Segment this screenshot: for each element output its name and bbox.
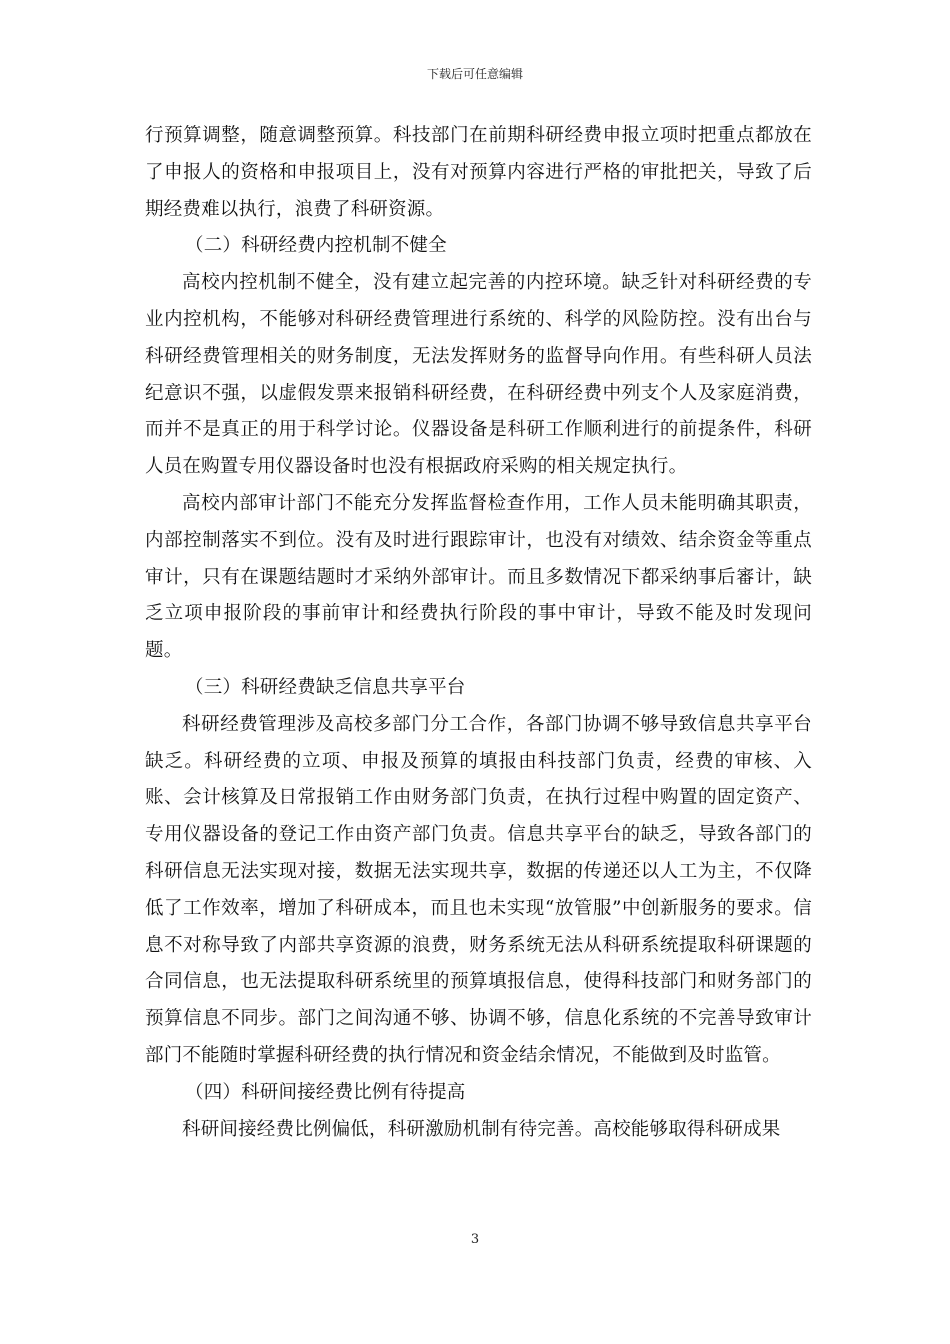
paragraph-information-sharing: 科研经费管理涉及高校多部门分工合作，各部门协调不够导致信息共享平台缺乏。科研经费的立项、申报及预算的填报由科技部门负责，经费的审核、入账、会计核算及日常报销工作由财务部门负责，在执行过程中购置的固定资产、专用仪器设备的登记工作由资产部门负责。信息共享平台的缺乏，导致各部门的科研信息无法实现对接，数据无法实现共享，数据的传递还以人工为主，不仅降低了工作效率，增加了科研成本，而且也未实现“放管服”中创新服务的要求。信息不对称导致了内部共享资源的浪费，财务系统无法从科研系统提取科研课题的合同信息，也无法提取科研系统里的预算填报信息，使得科技部门和财务部门的预算信息不同步。部门之间沟通不够、协调不够，信息化系统的不完善导致审计部门不能随时掌握科研经费的执行情况和资金结余情况，不能做到及时监管。 bbox=[145, 713, 812, 1066]
page-number: 3 bbox=[470, 1232, 480, 1247]
paragraph-internal-control: 高校内控机制不健全，没有建立起完善的内控环境。缺乏针对科研经费的专业内控机构，不能够对科研经费管理进行系统的、科学的风险防控。没有出台与科研经费管理相关的财务制度，无法发挥财务的监督导向作用。有些科研人员法纪意识不强，以虚假发票来报销科研经费，在科研经费中列支个人及家庭消费，而并不是真正的用于科学讨论。仪器设备是科研工作顺利进行的前提条件，科研人员在购置专用仪器设备时也没有根据政府采购的相关规定执行。 bbox=[145, 272, 812, 478]
document-body bbox=[145, 118, 812, 1148]
section-heading-2: （二）科研经费内控机制不健全 bbox=[185, 235, 447, 257]
paragraph-indirect-funding: 科研间接经费比例偏低，科研激励机制有待完善。高校能够取得科研成果 bbox=[182, 1118, 781, 1140]
page-header: 下载后可任意编辑 bbox=[426, 67, 523, 81]
paragraph-budget-adjustment: 行预算调整，随意调整预算。科技部门在前期科研经费申报立项时把重点都放在了申报人的资格和申报项目上，没有对预算内容进行严格的审批把关，导致了后期经费难以执行，浪费了科研资源。 bbox=[145, 125, 812, 220]
section-heading-4: （四）科研间接经费比例有待提高 bbox=[185, 1081, 466, 1103]
paragraph-internal-audit: 高校内部审计部门不能充分发挥监督检查作用，工作人员未能明确其职责，内部控制落实不到位。没有及时进行跟踪审计，也没有对绩效、结余资金等重点审计，只有在课题结题时才采纳外部审计。而且多数情况下都采纳事后審计，缺乏立项申报阶段的事前审计和经费执行阶段的事中审计，导致不能及时发现问题。 bbox=[145, 492, 812, 662]
section-heading-3: （三）科研经费缺乏信息共享平台 bbox=[185, 676, 466, 698]
